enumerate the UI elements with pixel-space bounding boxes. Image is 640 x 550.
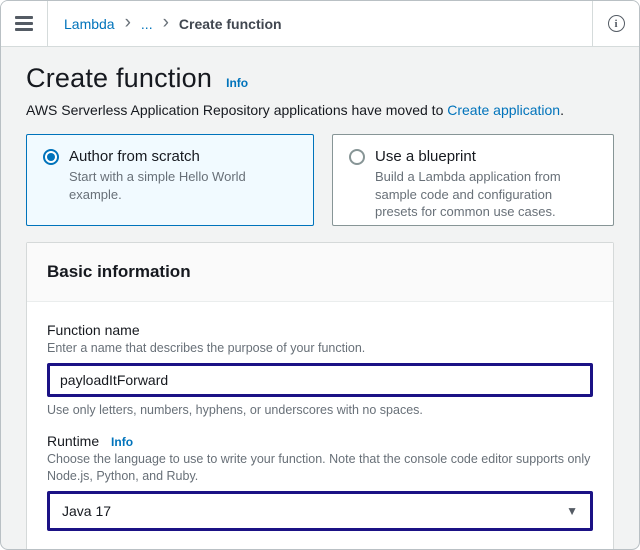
page-title: Create function bbox=[26, 63, 213, 93]
breadcrumb-ellipsis-link[interactable]: ... bbox=[140, 15, 153, 32]
main-content bbox=[1, 47, 639, 550]
create-application-link[interactable]: Create application bbox=[447, 102, 561, 118]
use-a-blueprint-card[interactable] bbox=[332, 134, 614, 226]
runtime-label: Runtime bbox=[47, 432, 100, 449]
moved-notice-text: AWS Serverless Application Repository applications have moved to bbox=[26, 102, 444, 118]
author-from-scratch-label: Author from scratch bbox=[69, 148, 200, 165]
help-panel-button[interactable] bbox=[593, 1, 639, 46]
breadcrumb-lambda-link[interactable]: Lambda bbox=[64, 15, 115, 32]
function-name-input[interactable] bbox=[47, 363, 593, 397]
function-creation-options bbox=[26, 134, 614, 226]
author-from-scratch-description: Start with a simple Hello World example. bbox=[69, 169, 246, 202]
dropdown-arrow-icon: ▼ bbox=[566, 503, 578, 518]
moved-notice: AWS Serverless Application Repository applications have moved to Create application. bbox=[26, 102, 564, 118]
info-icon: i bbox=[608, 15, 625, 32]
breadcrumb-current-page: Create function bbox=[178, 15, 282, 32]
use-a-blueprint-description: Build a Lambda application from sample code and configuration presets for common use cases. bbox=[375, 169, 561, 220]
runtime-select[interactable] bbox=[47, 491, 593, 531]
runtime-selected-value: Java 17 bbox=[62, 502, 112, 519]
function-name-constraint: Use only letters, numbers, hyphens, or underscores with no spaces. bbox=[47, 402, 423, 417]
basic-information-panel bbox=[26, 242, 614, 550]
basic-information-title: Basic information bbox=[27, 243, 613, 302]
radio-selected-icon[interactable] bbox=[43, 149, 59, 165]
breadcrumb bbox=[48, 14, 298, 33]
top-navigation-bar bbox=[1, 1, 639, 47]
function-name-description: Enter a name that describes the purpose of your function. bbox=[47, 341, 366, 355]
runtime-description: Choose the language to use to write your function. Note that the console code editor supports only Node.js, Python, and Ruby. bbox=[47, 451, 591, 483]
chevron-right-icon: › bbox=[162, 12, 169, 33]
hamburger-menu-icon[interactable] bbox=[1, 1, 47, 46]
chevron-right-icon: › bbox=[124, 12, 131, 33]
radio-unselected-icon[interactable] bbox=[349, 149, 365, 165]
title-info-link[interactable]: Info bbox=[226, 76, 249, 90]
function-name-label: Function name bbox=[47, 322, 140, 338]
runtime-info-link[interactable]: Info bbox=[111, 434, 134, 449]
use-a-blueprint-label: Use a blueprint bbox=[375, 148, 476, 165]
author-from-scratch-card[interactable] bbox=[26, 134, 314, 226]
